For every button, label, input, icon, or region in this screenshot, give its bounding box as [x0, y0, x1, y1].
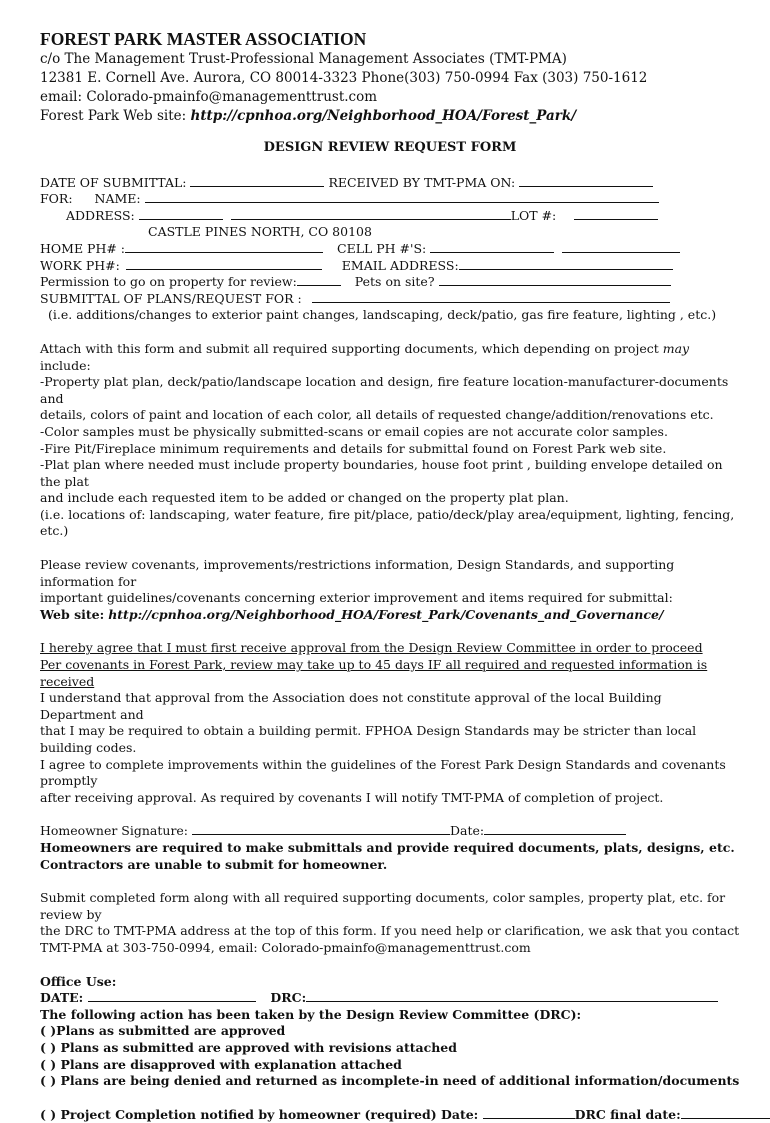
submittal-for-label: SUBMITTAL OF PLANS/REQUEST FOR : [40, 290, 302, 306]
phone-row [40, 241, 740, 258]
cell-ph-label: CELL PH #'S: [337, 240, 427, 256]
care-of-line: c/o The Management Trust-Professional Management Associates (TMT-PMA) [40, 51, 567, 67]
option-denied[interactable]: ( ) Plans are being denied and returned as incomplete-in need of additional information/documents [40, 1073, 740, 1089]
attach-line-2: details, colors of paint and location of each color, all details of requested change/addition/renovations etc. [40, 407, 714, 423]
lot-field[interactable] [574, 208, 658, 220]
form-title: DESIGN REVIEW REQUEST FORM [263, 140, 517, 155]
work-ph-field[interactable] [126, 258, 322, 270]
submittal-for-row [40, 291, 740, 308]
review-web-link[interactable]: http://cpnhoa.org/Neighborhood_HOA/Forest_Park/Covenants_and_Governance/ [108, 606, 664, 622]
pets-field[interactable] [439, 274, 671, 286]
lot-label: LOT #: [510, 207, 557, 223]
submit-line-1: Submit completed form along with all required supporting documents, color samples, property plat, etc. for review by [40, 890, 726, 922]
received-by-field[interactable] [519, 175, 653, 187]
name-field[interactable] [145, 191, 659, 203]
for-label: FOR: [40, 191, 73, 207]
agreement-line-3: I understand that approval from the Association does not constitute approval of the local Building Department and [40, 690, 662, 722]
submittal-for-field[interactable] [312, 291, 670, 303]
drc-final-label: DRC final date: [574, 1106, 681, 1122]
address-label: ADDRESS: [66, 207, 135, 223]
review-line-1: Please review covenants, improvements/restrictions information, Design Standards, and supporting information for [40, 557, 675, 589]
name-label: NAME: [94, 191, 141, 207]
address-row [40, 208, 740, 225]
office-date-label: DATE: [40, 990, 84, 1006]
signature-date-field[interactable] [484, 823, 626, 835]
review-web-label: Web site: [40, 606, 105, 622]
attach-intro: Attach with this form and submit all required supporting documents, which depending on project may include: [40, 340, 690, 373]
review-web-line [40, 607, 740, 624]
option-approved-revisions[interactable]: ( ) Plans as submitted are approved with revisions attached [40, 1039, 457, 1055]
attach-line-3: -Color samples must be physically submitted-scans or email copies are not accurate color samples. [40, 423, 668, 439]
web-link[interactable]: http://cpnhoa.org/Neighborhood_HOA/Forest_Park/ [190, 108, 577, 124]
action-heading: The following action has been taken by the Design Review Committee (DRC): [40, 1006, 582, 1022]
submit-line-2: the DRC to TMT-PMA address at the top of this form. If you need help or clarification, we ask that you contact [40, 923, 740, 939]
name-row [40, 191, 740, 208]
permission-field[interactable] [297, 274, 341, 286]
attach-line-5: -Plat plan where needed must include property boundaries, house foot print , building envelope detailed on the plat [40, 457, 723, 489]
office-use-heading: Office Use: [40, 973, 117, 989]
review-line-2: important guidelines/covenants concerning exterior improvement and items required for submittal: [40, 590, 673, 606]
submit-line-3: TMT-PMA at 303-750-0994, email: Colorado-pmainfo@managementtrust.com [40, 939, 531, 955]
signature-row [40, 823, 740, 840]
office-drc-field[interactable] [306, 990, 718, 1002]
email-label: EMAIL ADDRESS: [341, 257, 459, 273]
cell-ph-field-1[interactable] [430, 241, 554, 253]
option-disapproved[interactable]: ( ) Plans are disapproved with explanation attached [40, 1056, 402, 1072]
email-field[interactable] [459, 258, 673, 270]
design-review-form [40, 28, 740, 1123]
agreement-line-4: that I may be required to obtain a building permit. FPHOA Design Standards may be stricter than local building codes. [40, 723, 697, 755]
office-date-row [40, 990, 740, 1007]
email-line: email: Colorado-pmainfo@managementtrust.com [40, 89, 378, 105]
drc-final-field[interactable] [681, 1107, 770, 1119]
completion-date-field[interactable] [483, 1107, 575, 1119]
signature-label: Homeowner Signature: [40, 823, 189, 839]
option-approved[interactable]: ( )Plans as submitted are approved [40, 1023, 286, 1039]
date-submittal-field[interactable] [190, 175, 324, 187]
signature-field[interactable] [192, 823, 450, 835]
agreement-line-5: I agree to complete improvements within the guidelines of the Forest Park Design Standards and covenants promptly [40, 756, 726, 789]
org-name: FOREST PARK MASTER ASSOCIATION [40, 29, 367, 49]
attach-line-1: -Property plat plan, deck/patio/landscape location and design, fire feature location-manufacturer-documents and [40, 374, 729, 406]
completion-row [40, 1107, 740, 1123]
cell-ph-field-2[interactable] [562, 241, 680, 253]
permission-label: Permission to go on property for review: [40, 274, 297, 290]
examples-line: (i.e. additions/changes to exterior paint changes, landscaping, deck/patio, gas fire feature, lighting , etc.) [48, 307, 717, 323]
address-line: 12381 E. Cornell Ave. Aurora, CO 80014-3323 Phone(303) 750-0994 Fax (303) 750-1612 [40, 70, 648, 86]
agreement-line-2: Per covenants in Forest Park, review may take up to 45 days IF all required and requested information is received [40, 657, 708, 689]
agreement-line-6: after receiving approval. As required by covenants I will notify TMT-PMA of completion of project. [40, 789, 664, 805]
office-drc-label: DRC: [270, 990, 307, 1006]
web-line [40, 107, 740, 126]
home-ph-label: HOME PH# : [40, 240, 126, 256]
pets-label: Pets on site? [354, 274, 435, 290]
address-field-1[interactable] [139, 208, 223, 220]
home-ph-field[interactable] [125, 241, 323, 253]
attach-line-7: (i.e. locations of: landscaping, water feature, fire pit/place, patio/deck/play area/equipment, lighting, fencing, etc.) [40, 506, 735, 539]
homeowner-requirement: Homeowners are required to make submittals and provide required documents, plats, designs, etc. [40, 839, 735, 855]
date-submittal-label: DATE OF SUBMITTAL: [40, 174, 187, 190]
city-line: CASTLE PINES NORTH, CO 80108 [148, 224, 372, 240]
signature-date-label: Date: [450, 823, 485, 839]
attach-line-4: -Fire Pit/Fireplace minimum requirements and details for submittal found on Forest Park web site. [40, 440, 667, 456]
submittal-row [40, 175, 740, 192]
agreement-line-1: I hereby agree that I must first receive approval from the Design Review Committee in order to proceed [40, 640, 703, 656]
address-field-2[interactable] [231, 208, 511, 220]
web-label: Forest Park Web site: [40, 108, 187, 124]
attach-line-6: and include each requested item to be added or changed on the property plat plan. [40, 490, 569, 506]
work-ph-label: WORK PH#: [40, 257, 120, 273]
office-date-field[interactable] [88, 990, 256, 1002]
permission-row [40, 274, 740, 291]
contractor-note: Contractors are unable to submit for homeowner. [40, 856, 388, 872]
work-row [40, 258, 740, 275]
completion-label: ( ) Project Completion notified by homeowner (required) Date: [40, 1106, 479, 1122]
received-by-label: RECEIVED BY TMT-PMA ON: [328, 174, 516, 190]
